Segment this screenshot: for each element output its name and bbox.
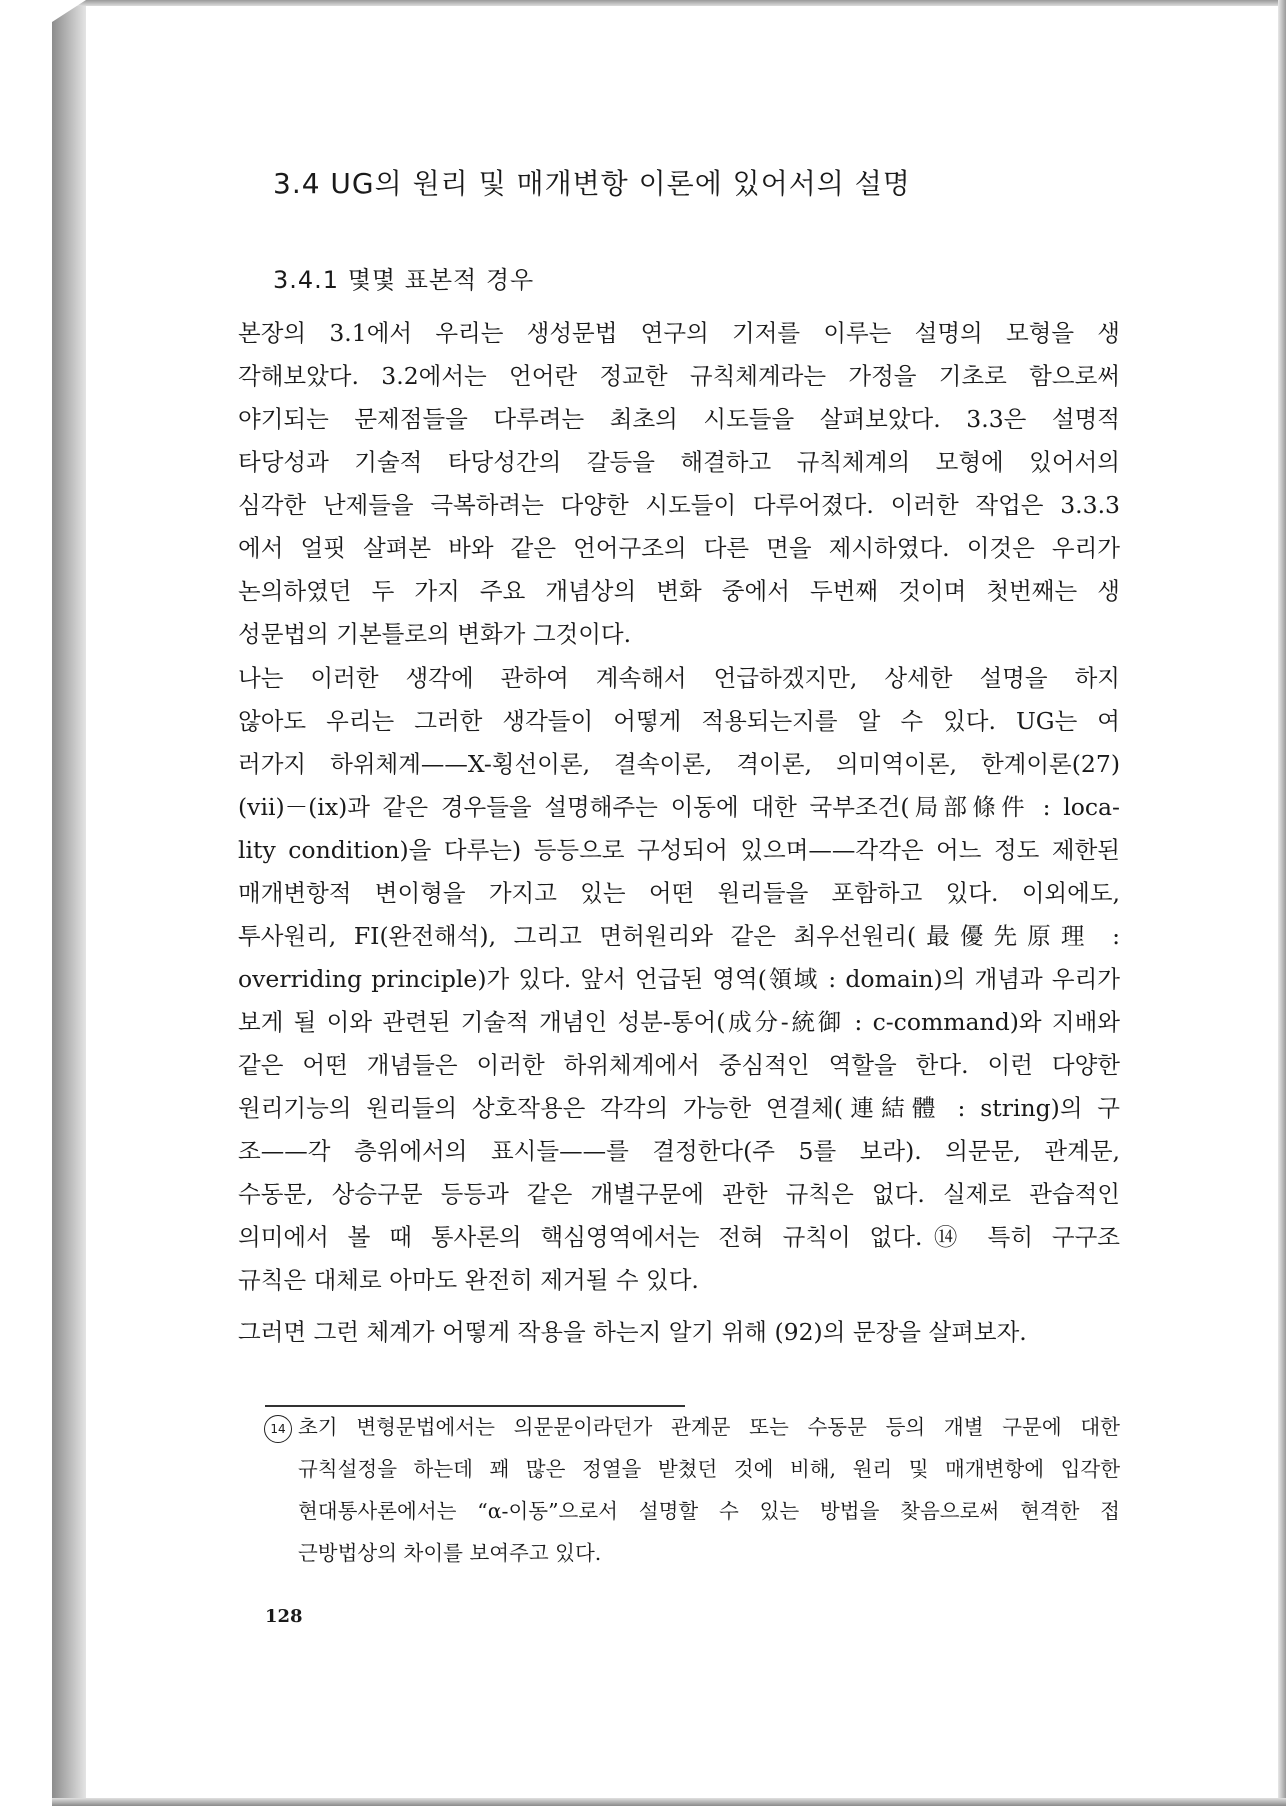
body-line: 같은 어떤 개념들은 이러한 하위체계에서 중심적인 역할을 한다. 이런 다양한 [238, 1051, 1120, 1079]
footnote-line: 규칙설정을 하는데 꽤 많은 정열을 받쳤던 것에 비해, 원리 및 매개변항에 입각한 [298, 1457, 1120, 1481]
footnote-marker: 14 [264, 1415, 292, 1443]
body-line: 각해보았다. 3.2에서는 언어란 정교한 규칙체계라는 가정을 기초로 함으로써 [238, 362, 1120, 390]
footnote-line: 현대통사론에서는 “α-이동”으로서 설명할 수 있는 방법을 찾음으로써 현격한 접 [298, 1499, 1120, 1523]
body-line: 논의하였던 두 가지 주요 개념상의 변화 중에서 두번째 것이며 첫번째는 생 [238, 577, 1120, 605]
book-page-edge-right [1278, 0, 1286, 1806]
body-line: 매개변항적 변이형을 가지고 있는 어떤 원리들을 포함하고 있다. 이외에도, [238, 879, 1120, 907]
body-line: lity condition)을 다루는) 등등으로 구성되어 있으며——각각은 어느 정도 제한된 [238, 836, 1120, 864]
body-line: 에서 얼핏 살펴본 바와 같은 언어구조의 다른 면을 제시하였다. 이것은 우리가 [238, 534, 1120, 562]
body-line: 조——각 층위에서의 표시들——를 결정한다(주 5를 보라). 의문문, 관계문, [238, 1137, 1120, 1165]
body-line: 수동문, 상승구문 등등과 같은 개별구문에 관한 규칙은 없다. 실제로 관습적인 [238, 1180, 1120, 1208]
body-line: 의미에서 볼 때 통사론의 핵심영역에서는 전혀 규칙이 없다.⑭ 특히 구구조 [238, 1223, 1120, 1251]
body-line: 야기되는 문제점들을 다루려는 최초의 시도들을 살펴보았다. 3.3은 설명적 [238, 405, 1120, 433]
footnote-line: 초기 변형문법에서는 의문문이라던가 관계문 또는 수동문 등의 개별 구문에 대한 [298, 1415, 1120, 1439]
footnote-line: 근방법상의 차이를 보여주고 있다. [298, 1541, 602, 1565]
body-line: overriding principle)가 있다. 앞서 언급된 영역(領域 : domain)의 개념과 우리가 [238, 965, 1120, 993]
body-line: 심각한 난제들을 극복하려는 다양한 시도들이 다루어졌다. 이러한 작업은 3.3.3 [238, 491, 1120, 519]
body-line: 본장의 3.1에서 우리는 생성문법 연구의 기저를 이루는 설명의 모형을 생 [238, 319, 1120, 347]
body-line: 않아도 우리는 그러한 생각들이 어떻게 적용되는지를 알 수 있다. UG는 여 [238, 707, 1120, 735]
subsection-heading: 3.4.1 몇몇 표본적 경우 [273, 266, 535, 294]
body-line: 타당성과 기술적 타당성간의 갈등을 해결하고 규칙체계의 모형에 있어서의 [238, 448, 1120, 476]
body-line: 보게 될 이와 관련된 기술적 개념인 성분-통어(成分-統御 : c-command)와 지배와 [238, 1008, 1120, 1036]
body-line: 나는 이러한 생각에 관하여 계속해서 언급하겠지만, 상세한 설명을 하지 [238, 664, 1120, 692]
book-page-corner [52, 0, 86, 22]
body-line: 성문법의 기본틀로의 변화가 그것이다. [238, 620, 632, 648]
body-line: 그러면 그런 체계가 어떻게 작용을 하는지 알기 위해 (92)의 문장을 살펴보자. [238, 1318, 1027, 1346]
body-line: 투사원리, FI(완전해석), 그리고 면허원리와 같은 최우선원리(最優先原理 : [238, 922, 1120, 950]
page-number: 128 [265, 1606, 303, 1627]
book-page-edge-left [52, 0, 86, 1806]
body-line: 규칙은 대체로 아마도 완전히 제거될 수 있다. [238, 1266, 699, 1294]
section-heading: 3.4 UG의 원리 및 매개변항 이론에 있어서의 설명 [273, 167, 911, 200]
body-line: (vii)－(ix)과 같은 경우들을 설명해주는 이동에 대한 국부조건(局部條件 : loca- [238, 793, 1120, 821]
book-page-edge-bottom [52, 1798, 1286, 1806]
body-line: 러가지 하위체계——X-횡선이론, 결속이론, 격이론, 의미역이론, 한계이론(27) [238, 750, 1120, 778]
footnote-rule [265, 1405, 685, 1407]
body-line: 원리기능의 원리들의 상호작용은 각각의 가능한 연결체(連結體 : string)의 구 [238, 1094, 1120, 1122]
